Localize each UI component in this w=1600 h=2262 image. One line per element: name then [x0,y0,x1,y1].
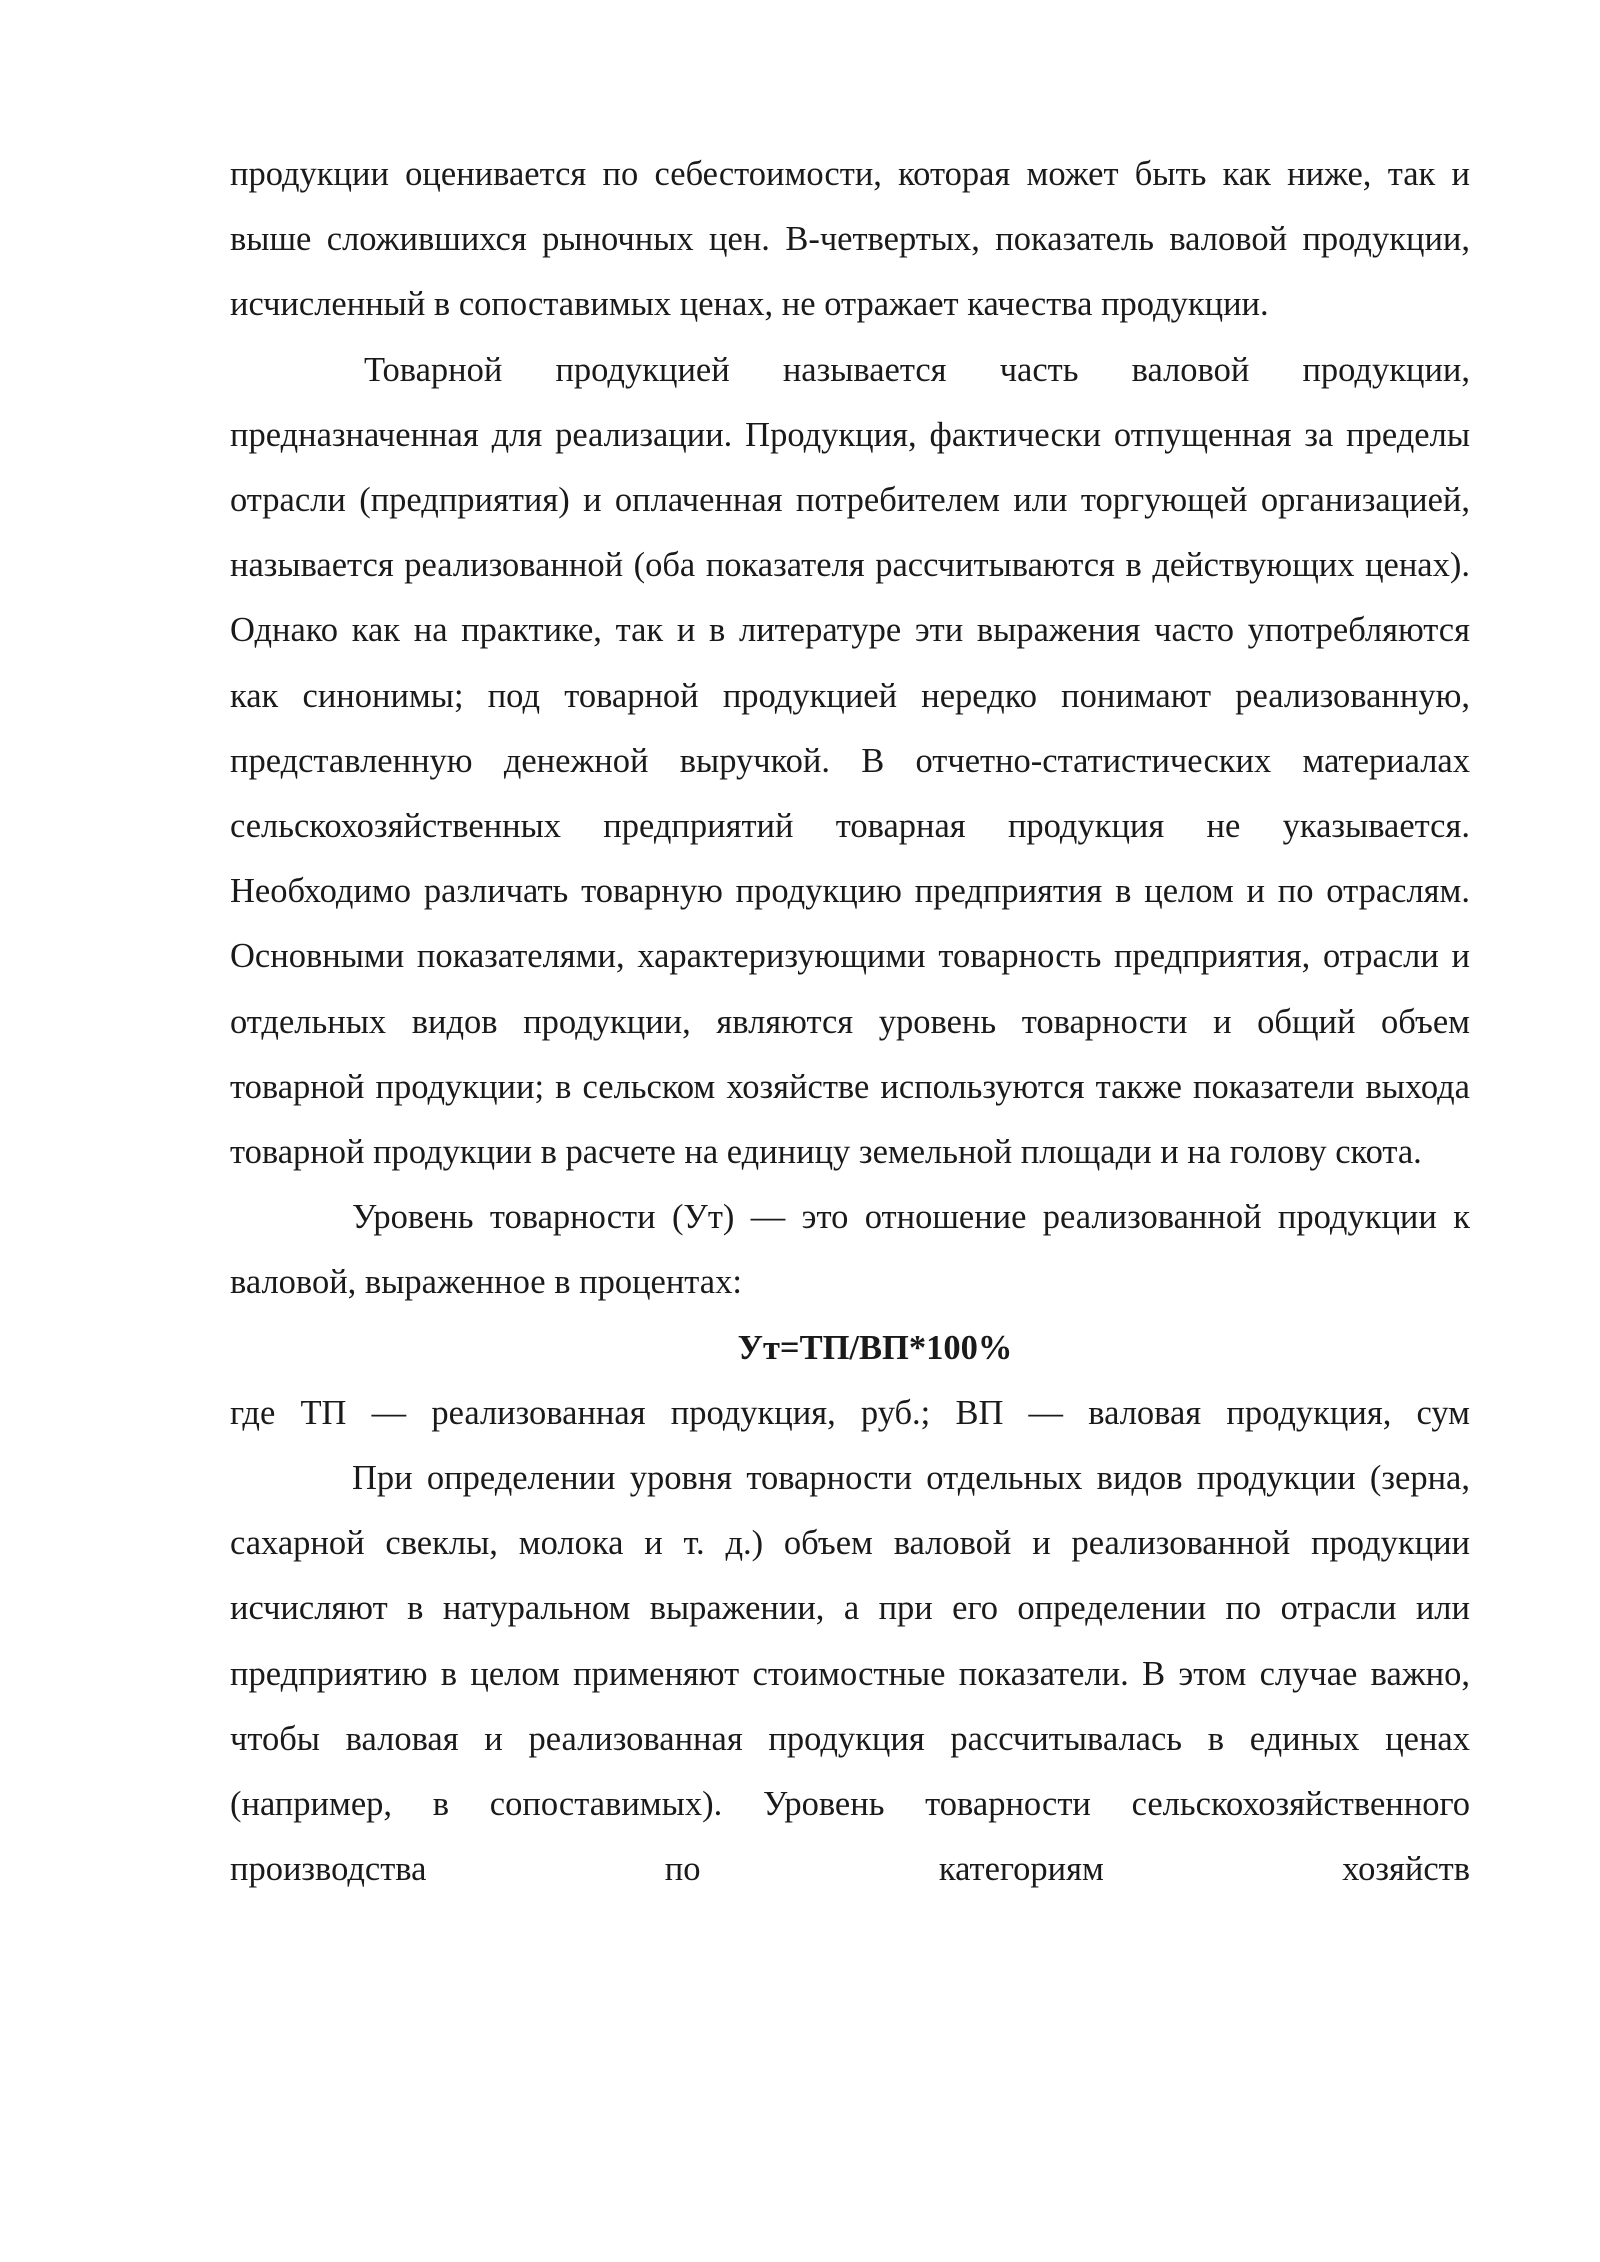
paragraph-gross-output-quality: продукции оценивается по себестоимости, которая может быть как ниже, так и выше сложившихся рыночных цен. В-четвертых, показатель валовой продукции, исчисленный в сопоставимых ценах, не отражает качества продукции. [230,155,1470,324]
document-body [230,142,1470,1902]
paragraph-formula-legend: где ТП — реализованная продукция, руб.; ВП — валовая продукция, сум [230,1393,1470,1432]
formula-marketability: Ут=ТП/ВП*100% [737,1328,1013,1367]
paragraph-marketability-level: Уровень товарности (Ут) — это отношение реализованной продукции к валовой, выраженное в процентах: [230,1198,1470,1302]
paragraph-determination-method: При определении уровня товарности отдельных видов продукции (зерна, сахарной свеклы, молока и т. д.) объем валовой и реализованной продукции исчисляют в натуральном выражении, а при его определении по отрасли или предприятию в целом применяют стоимостные показатели. В этом случае важно, чтобы валовая и реализованная продукция рассчитывалась в единых ценах (например, в сопоставимых). Уровень товарности сельскохозяйственного производства по категориям хозяйств [230,1459,1470,1889]
paragraph-commodity-output: Товарной продукцией называется часть валовой продукции, предназначенная для реализации. Продукция, фактически отпущенная за пределы отрасли (предприятия) и оплаченная потребителем или торгующей организацией, называется реализованной (оба показателя рассчитываются в действующих ценах). Однако как на практике, так и в литературе эти выражения часто употребляются как синонимы; под товарной продукцией нередко понимают реализованную, представленную денежной выручкой. В отчетно-статистических материалах сельскохозяйственных предприятий товарная продукция не указывается. Необходимо различать товарную продукцию предприятия в целом и по отраслям. Основными показателями, характеризующими товарность предприятия, отрасли и отдельных видов продукции, являются уровень товарности и общий объем товарной продукции; в сельском хозяйстве используются также показатели выхода товарной продукции в расчете на единицу земельной площади и на голову скота. [230,350,1470,1172]
